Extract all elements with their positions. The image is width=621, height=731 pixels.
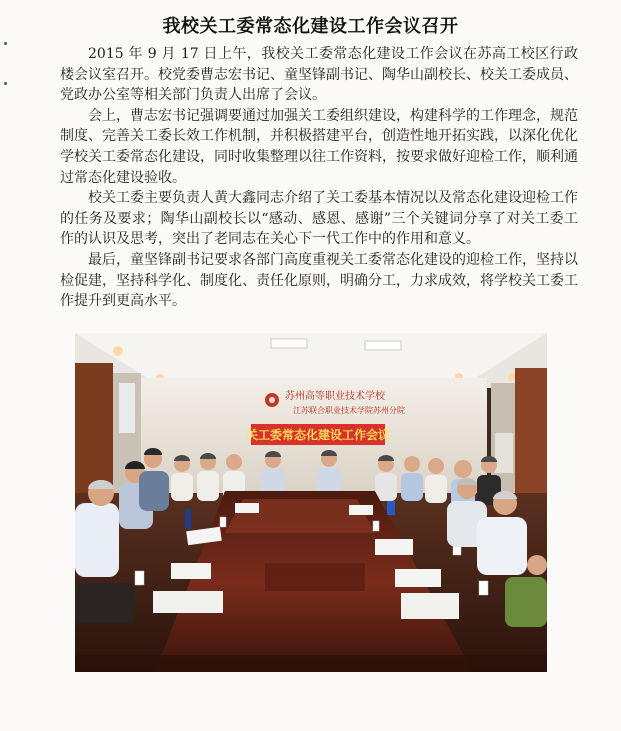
paragraph-3: 校关工委主要负责人黄大鑫同志介绍了关工委基本情况以及常态化建设迎检工作的任务及要求；陶华山副校长以“感动、感恩、感谢”三个关键词分享了对关工委工作的认识及思考，突出了老同志在关心下一代工作中的作用和意义。 bbox=[60, 190, 578, 248]
paragraph-1: 2015 年 9 月 17 日上午，我校关工委常态化建设工作会议在苏高工校区行政楼会议室召开。校党委曹志宏书记、童坚锋副书记、陶华山副校长、校关工委成员、党政办公室等相关部门负责人出席了会议。 bbox=[60, 46, 578, 104]
ceiling-light bbox=[271, 339, 307, 348]
document-title: 我校关工委常态化建设工作会议召开 bbox=[162, 16, 459, 37]
ceiling-light bbox=[113, 346, 123, 356]
scan-mark bbox=[4, 42, 7, 45]
paragraph-4: 最后，童坚锋副书记要求各部门高度重视关工委常态化建设的迎检工作，坚持以检促建，坚持科学化、制度化、责任化原则，明确分工，力求成效，将学校关工委工作提升到更高水平。 bbox=[60, 251, 578, 310]
table-flower-tray bbox=[265, 563, 365, 591]
ceiling-light bbox=[508, 373, 516, 381]
document-body bbox=[60, 44, 578, 312]
meeting-photo bbox=[75, 333, 547, 672]
wall-sign-line-1: 苏州高等职业技术学校 bbox=[285, 391, 385, 402]
air-conditioner bbox=[495, 433, 513, 473]
ceiling-light bbox=[365, 341, 401, 350]
documents bbox=[153, 591, 223, 613]
paragraph-2: 会上，曹志宏书记强调要通过加强关工委组织建设，构建科学的工作理念，规范制度、完善关工委长效工作机制，并积极搭建平台，创造性地开拓实践，以深化优化学校关工委常态化建设，同时收集整理以往工作资料，按要求做好迎检工作，顺利通过常态化建设验收。 bbox=[60, 107, 578, 186]
wall-sign-line-2: 江苏联合职业技术学院苏州分院 bbox=[293, 406, 405, 415]
meeting-photo-illustration bbox=[75, 333, 547, 672]
scan-mark bbox=[4, 82, 7, 85]
bag bbox=[75, 583, 135, 623]
banner-text: 关工委常态化建设工作会议 bbox=[245, 428, 391, 442]
